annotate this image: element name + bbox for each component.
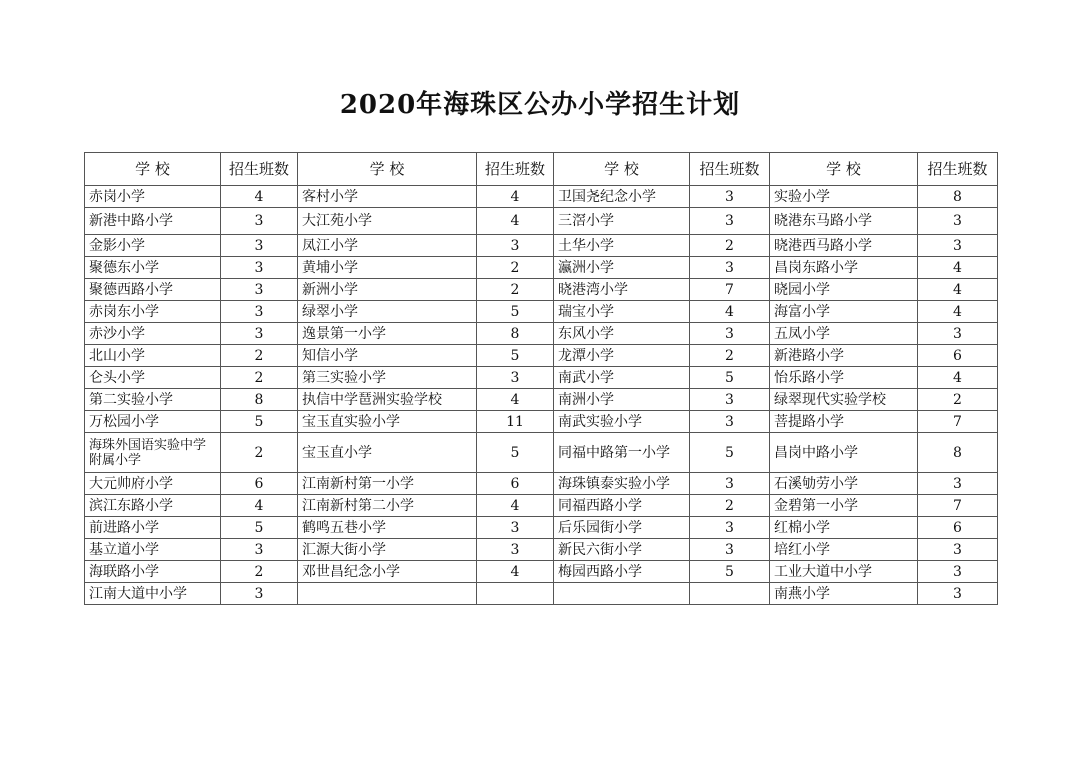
- class-count-cell: 5: [477, 345, 554, 367]
- school-name-cell: 新港路小学: [770, 345, 918, 367]
- school-name-cell: 汇源大街小学: [298, 539, 477, 561]
- class-count-cell: 3: [918, 235, 998, 257]
- class-count-cell: 11: [477, 411, 554, 433]
- class-count-cell: 4: [477, 561, 554, 583]
- class-count-cell: 3: [477, 367, 554, 389]
- school-name-cell: 第三实验小学: [298, 367, 477, 389]
- page-title: 2020年海珠区公办小学招生计划: [339, 90, 741, 120]
- table-row: [85, 583, 998, 605]
- class-count-cell: 3: [477, 539, 554, 561]
- school-name-cell: 赤沙小学: [85, 323, 221, 345]
- school-name-cell: 南武小学: [554, 367, 690, 389]
- school-name-cell: 客村小学: [298, 186, 477, 208]
- enrollment-table: [84, 152, 998, 605]
- school-name-cell: 大江苑小学: [298, 208, 477, 235]
- header-school: 学 校: [85, 153, 221, 186]
- class-count-cell: 2: [221, 367, 298, 389]
- class-count-cell: 3: [690, 208, 770, 235]
- school-name-cell: 晓园小学: [770, 279, 918, 301]
- class-count-cell: 4: [918, 301, 998, 323]
- header-school: 学 校: [554, 153, 690, 186]
- class-count-cell: 4: [221, 495, 298, 517]
- school-name-cell: 江南新村第一小学: [298, 473, 477, 495]
- class-count-cell: 2: [690, 495, 770, 517]
- class-count-cell: [690, 583, 770, 605]
- school-name-cell: 石溪劬劳小学: [770, 473, 918, 495]
- class-count-cell: 3: [690, 257, 770, 279]
- school-name-cell: 聚德东小学: [85, 257, 221, 279]
- header-classes: 招生班数: [918, 153, 998, 186]
- table-row: [85, 301, 998, 323]
- school-name-cell: 南燕小学: [770, 583, 918, 605]
- school-name-cell: 昌岗东路小学: [770, 257, 918, 279]
- class-count-cell: 3: [477, 235, 554, 257]
- class-count-cell: 2: [690, 345, 770, 367]
- school-name-cell: 金影小学: [85, 235, 221, 257]
- class-count-cell: 3: [690, 473, 770, 495]
- class-count-cell: 5: [477, 301, 554, 323]
- school-name-cell: 金碧第一小学: [770, 495, 918, 517]
- school-name-cell: 滨江东路小学: [85, 495, 221, 517]
- table-row: [85, 345, 998, 367]
- class-count-cell: 4: [690, 301, 770, 323]
- class-count-cell: 5: [690, 367, 770, 389]
- school-name-cell: 培红小学: [770, 539, 918, 561]
- school-name-cell: [298, 583, 477, 605]
- header-school: 学 校: [770, 153, 918, 186]
- school-name-cell: 宝玉直实验小学: [298, 411, 477, 433]
- class-count-cell: 4: [477, 389, 554, 411]
- school-name-cell: 基立道小学: [85, 539, 221, 561]
- class-count-cell: 6: [477, 473, 554, 495]
- school-name-cell: 大元帅府小学: [85, 473, 221, 495]
- class-count-cell: 3: [918, 539, 998, 561]
- class-count-cell: 4: [477, 495, 554, 517]
- class-count-cell: 7: [690, 279, 770, 301]
- class-count-cell: 2: [221, 561, 298, 583]
- school-name-cell: 怡乐路小学: [770, 367, 918, 389]
- school-name-cell: 新民六街小学: [554, 539, 690, 561]
- class-count-cell: 3: [221, 208, 298, 235]
- school-name-cell: 万松园小学: [85, 411, 221, 433]
- school-name-cell: 海珠外国语实验中学附属小学: [85, 433, 221, 473]
- class-count-cell: 3: [477, 517, 554, 539]
- table-row: [85, 495, 998, 517]
- school-name-cell: 知信小学: [298, 345, 477, 367]
- class-count-cell: 5: [221, 411, 298, 433]
- table-row: [85, 323, 998, 345]
- school-name-cell: 后乐园街小学: [554, 517, 690, 539]
- school-name-cell: 鹤鸣五巷小学: [298, 517, 477, 539]
- table-row: [85, 517, 998, 539]
- class-count-cell: 4: [477, 208, 554, 235]
- table-header-row: [85, 153, 998, 186]
- class-count-cell: 3: [221, 257, 298, 279]
- class-count-cell: 8: [918, 186, 998, 208]
- table-row: [85, 411, 998, 433]
- table-row: [85, 473, 998, 495]
- table-row: [85, 561, 998, 583]
- class-count-cell: 6: [918, 517, 998, 539]
- table-row: [85, 367, 998, 389]
- school-name-cell: 瑞宝小学: [554, 301, 690, 323]
- header-classes: 招生班数: [221, 153, 298, 186]
- school-name-cell: 江南新村第二小学: [298, 495, 477, 517]
- school-name-cell: 南武实验小学: [554, 411, 690, 433]
- school-name-cell: 黄埔小学: [298, 257, 477, 279]
- school-name-cell: 海联路小学: [85, 561, 221, 583]
- class-count-cell: 6: [221, 473, 298, 495]
- school-name-cell: 海珠镇泰实验小学: [554, 473, 690, 495]
- school-name-cell: 土华小学: [554, 235, 690, 257]
- class-count-cell: 4: [477, 186, 554, 208]
- school-name-cell: 晓港湾小学: [554, 279, 690, 301]
- table-row: [85, 279, 998, 301]
- class-count-cell: 2: [690, 235, 770, 257]
- school-name-cell: 红棉小学: [770, 517, 918, 539]
- table-row: [85, 235, 998, 257]
- class-count-cell: 2: [477, 279, 554, 301]
- class-count-cell: 6: [918, 345, 998, 367]
- class-count-cell: 2: [918, 389, 998, 411]
- header-school: 学 校: [298, 153, 477, 186]
- class-count-cell: 3: [221, 323, 298, 345]
- school-name-cell: 菩提路小学: [770, 411, 918, 433]
- class-count-cell: 2: [221, 433, 298, 473]
- class-count-cell: 8: [221, 389, 298, 411]
- school-name-cell: 同福中路第一小学: [554, 433, 690, 473]
- school-name-cell: 邓世昌纪念小学: [298, 561, 477, 583]
- class-count-cell: 5: [221, 517, 298, 539]
- school-name-cell: 东风小学: [554, 323, 690, 345]
- table-row: [85, 186, 998, 208]
- class-count-cell: 3: [221, 539, 298, 561]
- class-count-cell: 3: [918, 208, 998, 235]
- school-name-cell: 同福西路小学: [554, 495, 690, 517]
- class-count-cell: 2: [477, 257, 554, 279]
- class-count-cell: 3: [690, 517, 770, 539]
- class-count-cell: 7: [918, 411, 998, 433]
- school-name-cell: 卫国尧纪念小学: [554, 186, 690, 208]
- class-count-cell: 2: [221, 345, 298, 367]
- class-count-cell: 7: [918, 495, 998, 517]
- school-name-cell: 江南大道中小学: [85, 583, 221, 605]
- table-row: [85, 539, 998, 561]
- school-name-cell: 三滘小学: [554, 208, 690, 235]
- school-name-cell: 绿翠小学: [298, 301, 477, 323]
- class-count-cell: 3: [221, 583, 298, 605]
- school-name-cell: 仑头小学: [85, 367, 221, 389]
- class-count-cell: 3: [690, 186, 770, 208]
- school-name-cell: 绿翠现代实验学校: [770, 389, 918, 411]
- class-count-cell: 4: [918, 279, 998, 301]
- header-classes: 招生班数: [477, 153, 554, 186]
- header-classes: 招生班数: [690, 153, 770, 186]
- school-name-cell: 宝玉直小学: [298, 433, 477, 473]
- class-count-cell: 4: [918, 367, 998, 389]
- school-name-cell: 新洲小学: [298, 279, 477, 301]
- class-count-cell: 8: [918, 433, 998, 473]
- school-name-cell: 前进路小学: [85, 517, 221, 539]
- class-count-cell: 8: [477, 323, 554, 345]
- class-count-cell: 3: [221, 279, 298, 301]
- class-count-cell: 5: [690, 561, 770, 583]
- school-name-cell: 龙潭小学: [554, 345, 690, 367]
- school-name-cell: 新港中路小学: [85, 208, 221, 235]
- class-count-cell: 4: [221, 186, 298, 208]
- school-name-cell: 聚德西路小学: [85, 279, 221, 301]
- school-name-cell: 执信中学琶洲实验学校: [298, 389, 477, 411]
- school-name-cell: 凤江小学: [298, 235, 477, 257]
- class-count-cell: 3: [690, 389, 770, 411]
- school-name-cell: 梅园西路小学: [554, 561, 690, 583]
- class-count-cell: 3: [221, 235, 298, 257]
- class-count-cell: 3: [690, 411, 770, 433]
- school-name-cell: 北山小学: [85, 345, 221, 367]
- school-name-cell: 逸景第一小学: [298, 323, 477, 345]
- school-name-cell: 赤岗东小学: [85, 301, 221, 323]
- class-count-cell: [477, 583, 554, 605]
- table-row: [85, 208, 998, 235]
- table-row: [85, 433, 998, 473]
- school-name-cell: 赤岗小学: [85, 186, 221, 208]
- school-name-cell: 第二实验小学: [85, 389, 221, 411]
- class-count-cell: 3: [918, 473, 998, 495]
- class-count-cell: 5: [477, 433, 554, 473]
- school-name-cell: 南洲小学: [554, 389, 690, 411]
- class-count-cell: 4: [918, 257, 998, 279]
- table-row: [85, 257, 998, 279]
- school-name-cell: 工业大道中小学: [770, 561, 918, 583]
- class-count-cell: 3: [918, 583, 998, 605]
- school-name-cell: 瀛洲小学: [554, 257, 690, 279]
- school-name-cell: [554, 583, 690, 605]
- class-count-cell: 3: [221, 301, 298, 323]
- school-name-cell: 昌岗中路小学: [770, 433, 918, 473]
- school-name-cell: 海富小学: [770, 301, 918, 323]
- class-count-cell: 3: [918, 323, 998, 345]
- class-count-cell: 3: [690, 539, 770, 561]
- table-row: [85, 389, 998, 411]
- class-count-cell: 3: [690, 323, 770, 345]
- school-name-cell: 实验小学: [770, 186, 918, 208]
- school-name-cell: 晓港西马路小学: [770, 235, 918, 257]
- school-name-cell: 五凤小学: [770, 323, 918, 345]
- table-body: [85, 186, 998, 605]
- class-count-cell: 5: [690, 433, 770, 473]
- school-name-cell: 晓港东马路小学: [770, 208, 918, 235]
- class-count-cell: 3: [918, 561, 998, 583]
